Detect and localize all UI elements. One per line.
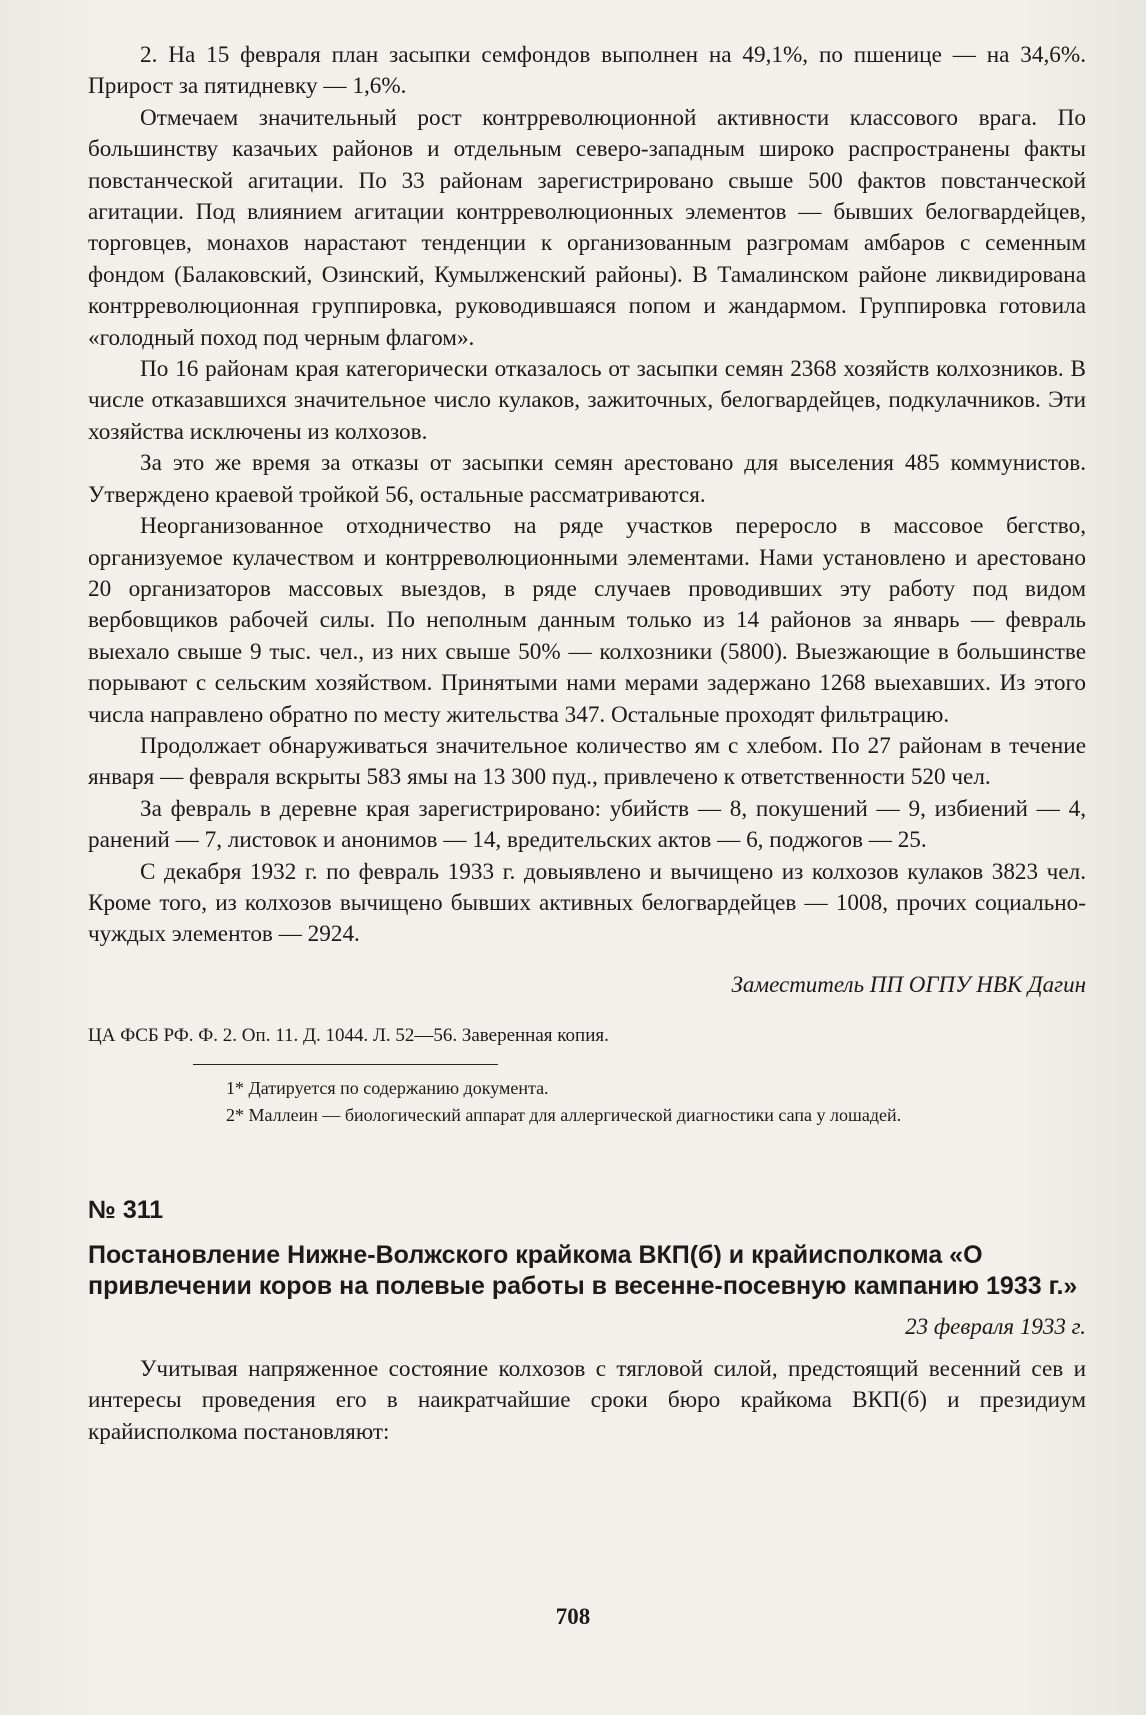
footnote-1-mark: 1* xyxy=(226,1077,244,1098)
footnote-1 xyxy=(88,1075,1086,1102)
footnote-divider xyxy=(193,1064,498,1065)
document-title: Постановление Нижне-Волжского крайкома ВКП(б) и крайисполкома «О привлечении коров на полевые работы в весенне-посевную кампанию 1933 г.» xyxy=(88,1240,1078,1300)
paragraph-8: С декабря 1932 г. по февраль 1933 г. довыявлено и вычищено из колхозов кулаков 3823 чел. Кроме того, из колхозов вычищено бывших активных белогвардейцев — 1008, прочих социально-чуждых элементов — 2924. xyxy=(88,858,1086,948)
text-column xyxy=(88,40,1086,1448)
footnote-1-text: Датируется по содержанию документа. xyxy=(248,1077,549,1098)
paragraph-1: 2. На 15 февраля план засыпки семфондов выполнен на 49,1%, по пшенице — на 34,6%. Прирост за пятидневку — 1,6%. xyxy=(88,42,1086,100)
document-date: 23 февраля 1933 г. xyxy=(905,1313,1086,1339)
paragraph-4: За это же время за отказы от засыпки семян арестовано для выселения 485 коммунистов. Утверждено краевой тройкой 56, остальные рассматриваются. xyxy=(88,450,1086,508)
paragraph-6: Продолжает обнаруживаться значительное количество ям с хлебом. По 27 районам в течение января — февраля вскрыты 583 ямы на 13 300 пуд., привлечено к ответственности 520 чел. xyxy=(88,732,1086,791)
paragraph-7: За февраль в деревне края зарегистрировано: убийств — 8, покушений — 9, избиений — 4, ранений — 7, листовок и анонимов — 14, вредительских актов — 6, поджогов — 25. xyxy=(88,795,1086,854)
archive-reference: ЦА ФСБ РФ. Ф. 2. Оп. 11. Д. 1044. Л. 52—56. Заверенная копия. xyxy=(88,1024,609,1046)
footnote-2 xyxy=(88,1102,1086,1129)
document-number: № 311 xyxy=(88,1195,164,1224)
document-intro: Учитывая напряженное состояние колхозов с тягловой силой, предстоящий весенний сев и интересы проведения его в наикратчайшие сроки бюро крайкома ВКП(б) и президиум крайисполкома постановляют: xyxy=(88,1355,1086,1445)
footnote-2-mark: 2* xyxy=(226,1104,244,1125)
paragraph-2: Отмечаем значительный рост контрреволюционной активности классового врага. По большинству казачьих районов и отдельным северо-западным широко распространены факты повстанческой агитации. По 33 районам зарегистрировано свыше 500 фактов повстанческой агитации. Под влиянием агитации контрреволюционных элементов — бывших белогвардейцев, торговцев, монахов нарастают тенденции к организованным разгромам амбаров с семенным фондом (Балаковский, Озинский, Кумылженский районы). В Тамалинском районе ликвидирована контрреволюционная группировка, руководившаяся попом и жандармом. Группировка готовила «голодный поход под черным флагом». xyxy=(88,104,1086,351)
page-number: 708 xyxy=(555,1604,591,1629)
signature: Заместитель ПП ОГПУ НВК Дагин xyxy=(731,971,1086,997)
paragraph-3: По 16 районам края категорически отказалось от засыпки семян 2368 хозяйств колхозников. В числе отказавшихся значительное число кулаков, зажиточных, белогвардейцев, подкулачников. Эти хозяйства исключены из колхозов. xyxy=(88,356,1086,445)
footnotes xyxy=(88,1075,1086,1129)
paragraph-5: Неорганизованное отходничество на ряде участков переросло в массовое бегство, организуемое кулачеством и контрреволюционными элементами. Нами установлено и арестовано 20 организаторов массовых выездов, в ряде случаев проводивших эту работу под видом вербовщиков рабочей силы. По неполным данным только из 14 районов за январь — февраль выехало свыше 9 тыс. чел., из них свыше 50% — колхозники (5800). Выезжающие в большинстве порывают с сельским хозяйством. Принятыми нами мерами задержано 1268 выехавших. Из этого числа направлено обратно по месту жительства 347. Остальные проходят фильтрацию. xyxy=(88,513,1086,728)
footnote-2-text: Маллеин — биологический аппарат для аллергической диагностики сапа у лошадей. xyxy=(248,1104,902,1125)
